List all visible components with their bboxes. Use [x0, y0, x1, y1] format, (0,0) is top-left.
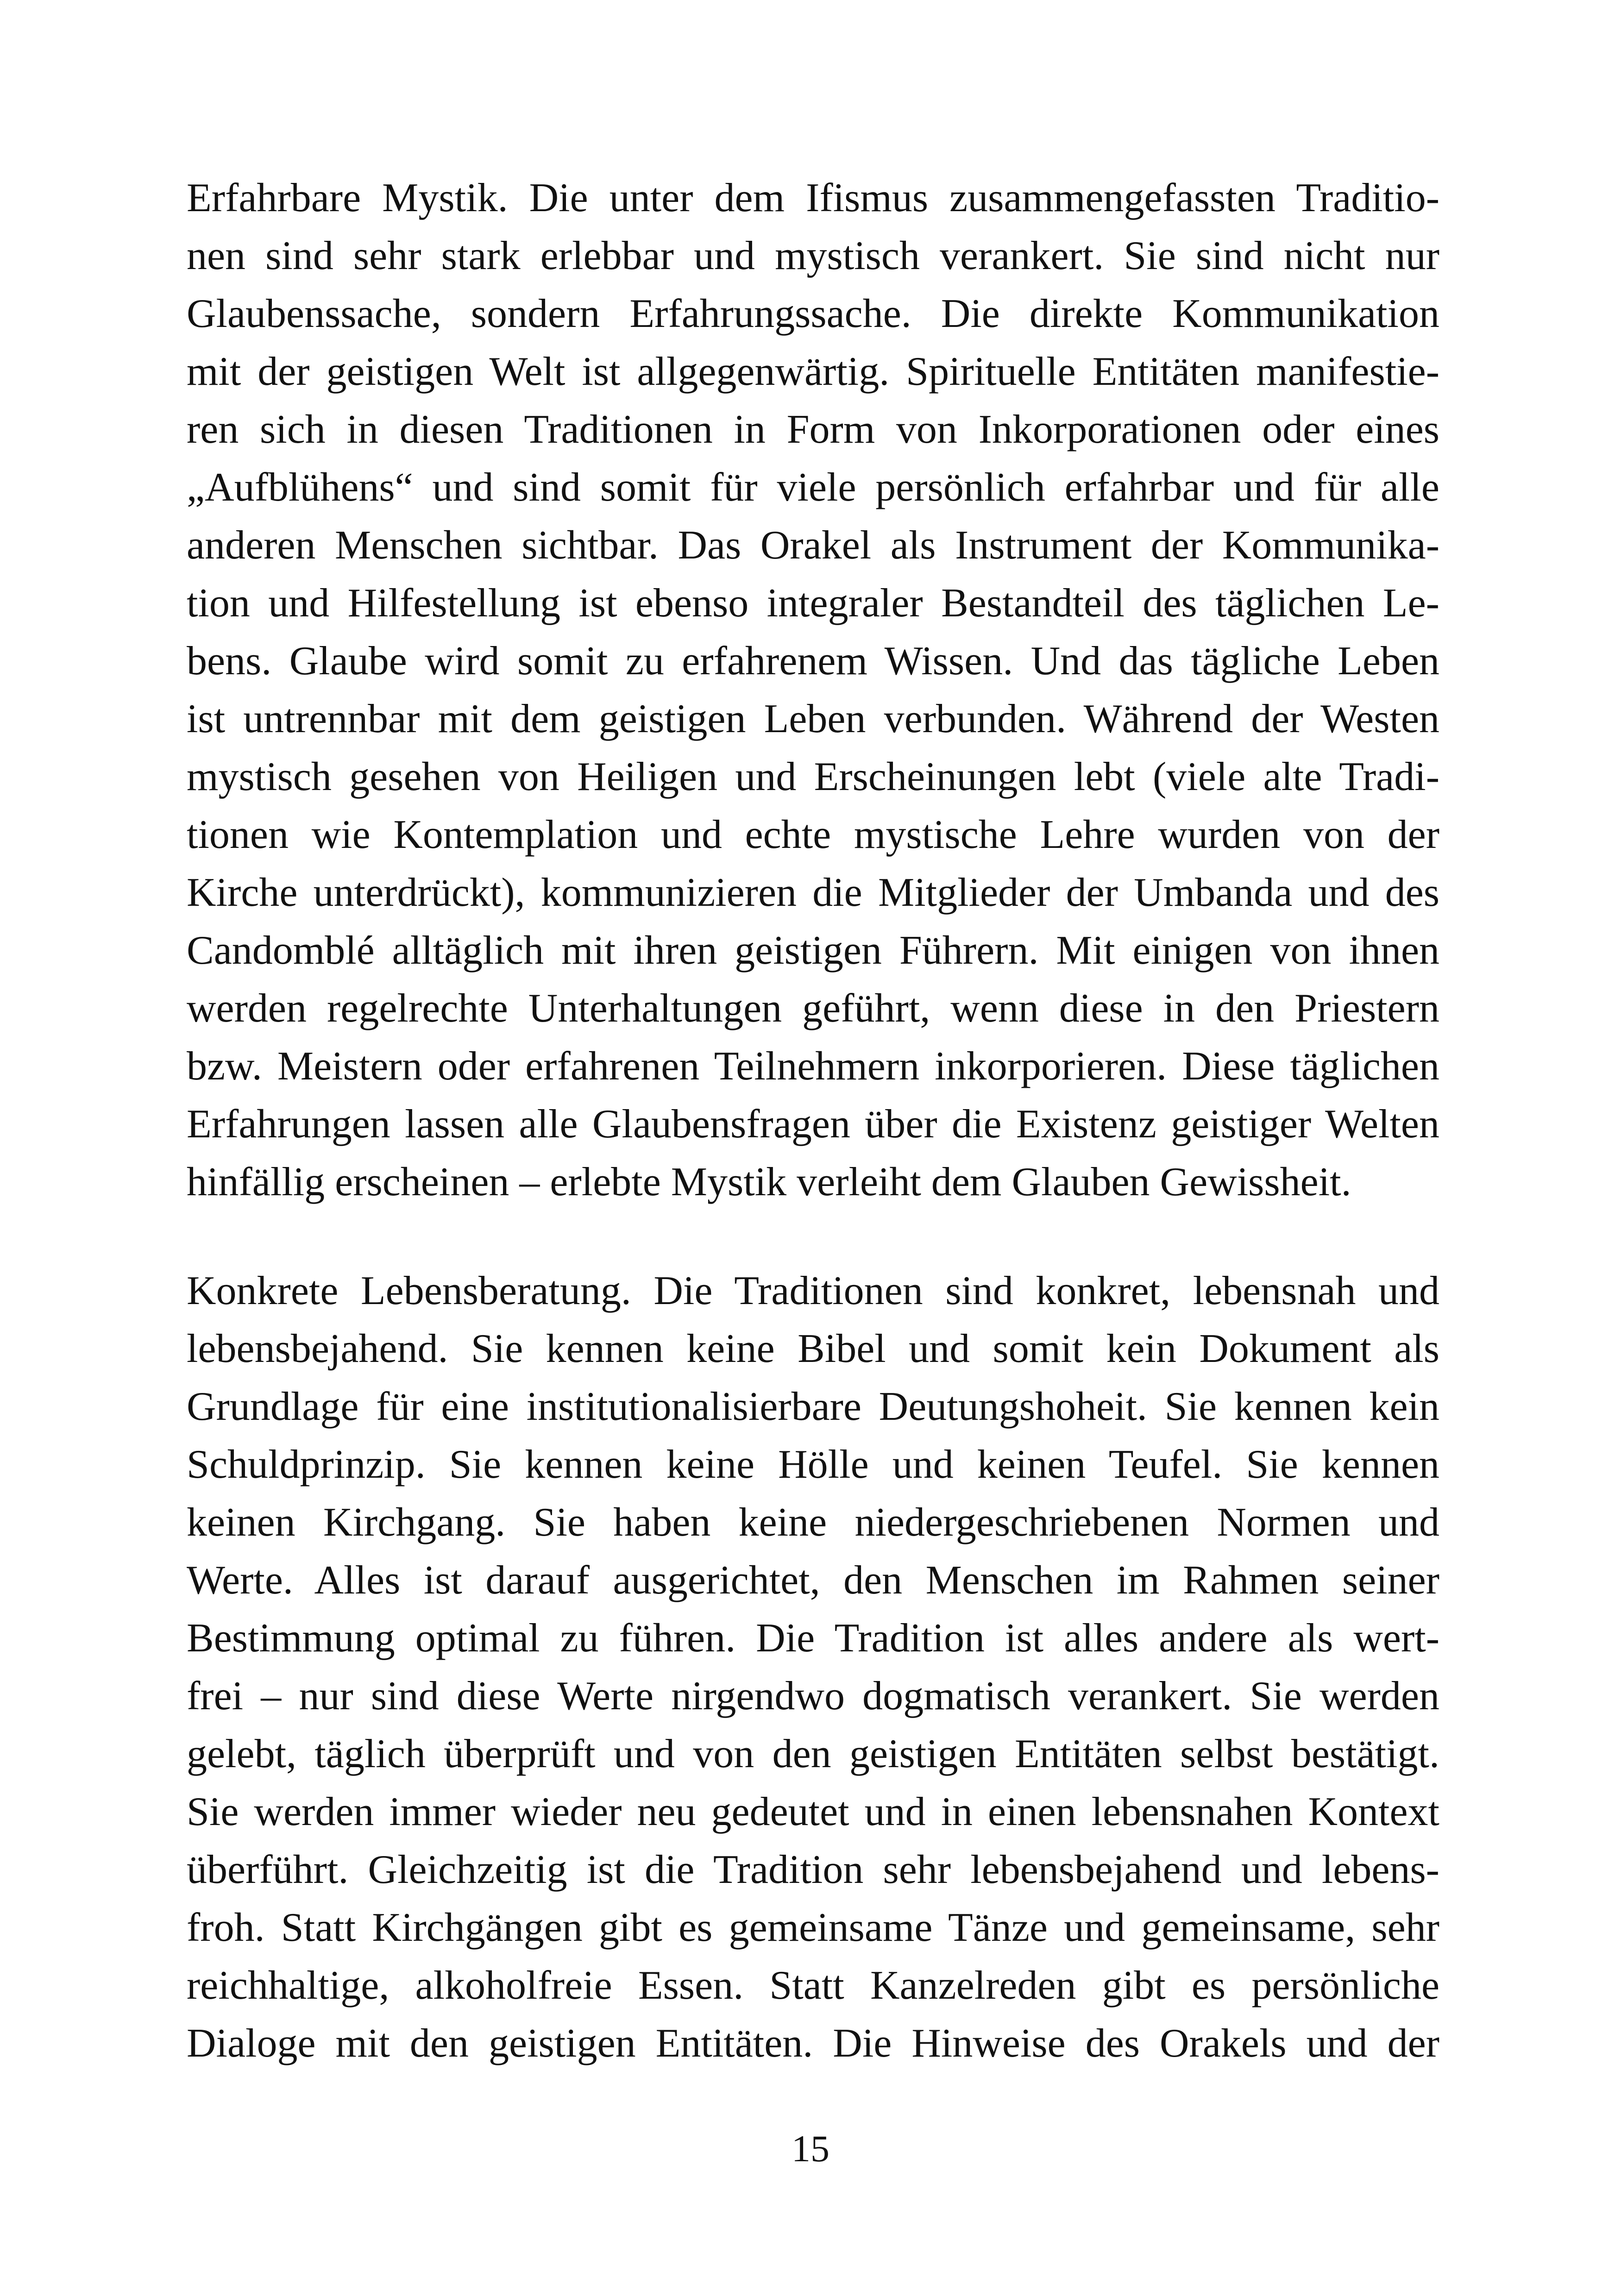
text-line: frei – nur sind diese Werte nirgendwo dogmatisch verankert. Sie werden: [187, 1674, 1439, 1719]
text-line: überführt. Gleichzeitig ist die Tradition sehr lebensbejahend und lebens-: [187, 1847, 1439, 1892]
text-line: Candomblé alltäglich mit ihren geistigen Führern. Mit einigen von ihnen: [187, 928, 1439, 973]
text-line: hinfällig erscheinen – erlebte Mystik verleiht dem Glauben Gewissheit.: [187, 1160, 1351, 1204]
text-line: froh. Statt Kirchgängen gibt es gemeinsame Tänze und gemeinsame, sehr: [187, 1905, 1439, 1950]
text-line: reichhaltige, alkoholfreie Essen. Statt Kanzelreden gibt es persönliche: [187, 1963, 1439, 2008]
text-line: Konkrete Lebensberatung. Die Traditionen sind konkret, lebensnah und: [187, 1268, 1439, 1313]
text-line: Erfahrbare Mystik. Die unter dem Ifismus zusammengefassten Traditio-: [187, 176, 1439, 220]
paragraph-konkrete-lebensberatung: [187, 1262, 1439, 2072]
text-line: „Aufblühens“ und sind somit für viele persönlich erfahrbar und für alle: [187, 465, 1439, 510]
text-line: tionen wie Kontemplation und echte mystische Lehre wurden von der: [187, 812, 1439, 857]
text-line: werden regelrechte Unterhaltungen geführt, wenn diese in den Priestern: [187, 986, 1439, 1031]
text-line: anderen Menschen sichtbar. Das Orakel als Instrument der Kommunika-: [187, 523, 1439, 568]
text-line: keinen Kirchgang. Sie haben keine niedergeschriebenen Normen und: [187, 1500, 1439, 1545]
text-line: Bestimmung optimal zu führen. Die Tradition ist alles andere als wert-: [187, 1616, 1439, 1661]
text-line: Werte. Alles ist darauf ausgerichtet, den Menschen im Rahmen seiner: [187, 1558, 1439, 1603]
text-line: Kirche unterdrückt), kommunizieren die Mitglieder der Umbanda und des: [187, 870, 1439, 915]
text-line: tion und Hilfestellung ist ebenso integraler Bestandteil des täglichen Le-: [187, 581, 1439, 626]
text-line: Schuldprinzip. Sie kennen keine Hölle und keinen Teufel. Sie kennen: [187, 1442, 1439, 1487]
text-line: mystisch gesehen von Heiligen und Erscheinungen lebt (viele alte Tradi-: [187, 754, 1439, 799]
text-line: bzw. Meistern oder erfahrenen Teilnehmern inkorporieren. Diese täglichen: [187, 1044, 1439, 1089]
text-line: lebensbejahend. Sie kennen keine Bibel und somit kein Dokument als: [187, 1326, 1439, 1371]
text-line: Grundlage für eine institutionalisierbare Deutungshoheit. Sie kennen kein: [187, 1384, 1439, 1429]
page-number: 15: [792, 2127, 829, 2170]
text-line: bens. Glaube wird somit zu erfahrenem Wissen. Und das tägliche Leben: [187, 639, 1439, 684]
text-line: Erfahrungen lassen alle Glaubensfragen über die Existenz geistiger Welten: [187, 1102, 1439, 1147]
text-line: Glaubenssache, sondern Erfahrungssache. Die direkte Kommunikation: [187, 291, 1439, 336]
text-line: Sie werden immer wieder neu gedeutet und in einen lebensnahen Kontext: [187, 1789, 1439, 1834]
text-line: ren sich in diesen Traditionen in Form von Inkorporationen oder eines: [187, 407, 1439, 452]
text-line: gelebt, täglich überprüft und von den geistigen Entitäten selbst bestätigt.: [187, 1731, 1439, 1776]
paragraph-erfahrbare-mystik: [187, 169, 1439, 1211]
text-line: mit der geistigen Welt ist allgegenwärtig. Spirituelle Entitäten manifestie-: [187, 349, 1439, 394]
text-line: ist untrennbar mit dem geistigen Leben verbunden. Während der Westen: [187, 696, 1439, 741]
text-line: nen sind sehr stark erlebbar und mystisch verankert. Sie sind nicht nur: [187, 233, 1439, 278]
text-line: Dialoge mit den geistigen Entitäten. Die Hinweise des Orakels und der: [187, 2021, 1439, 2066]
